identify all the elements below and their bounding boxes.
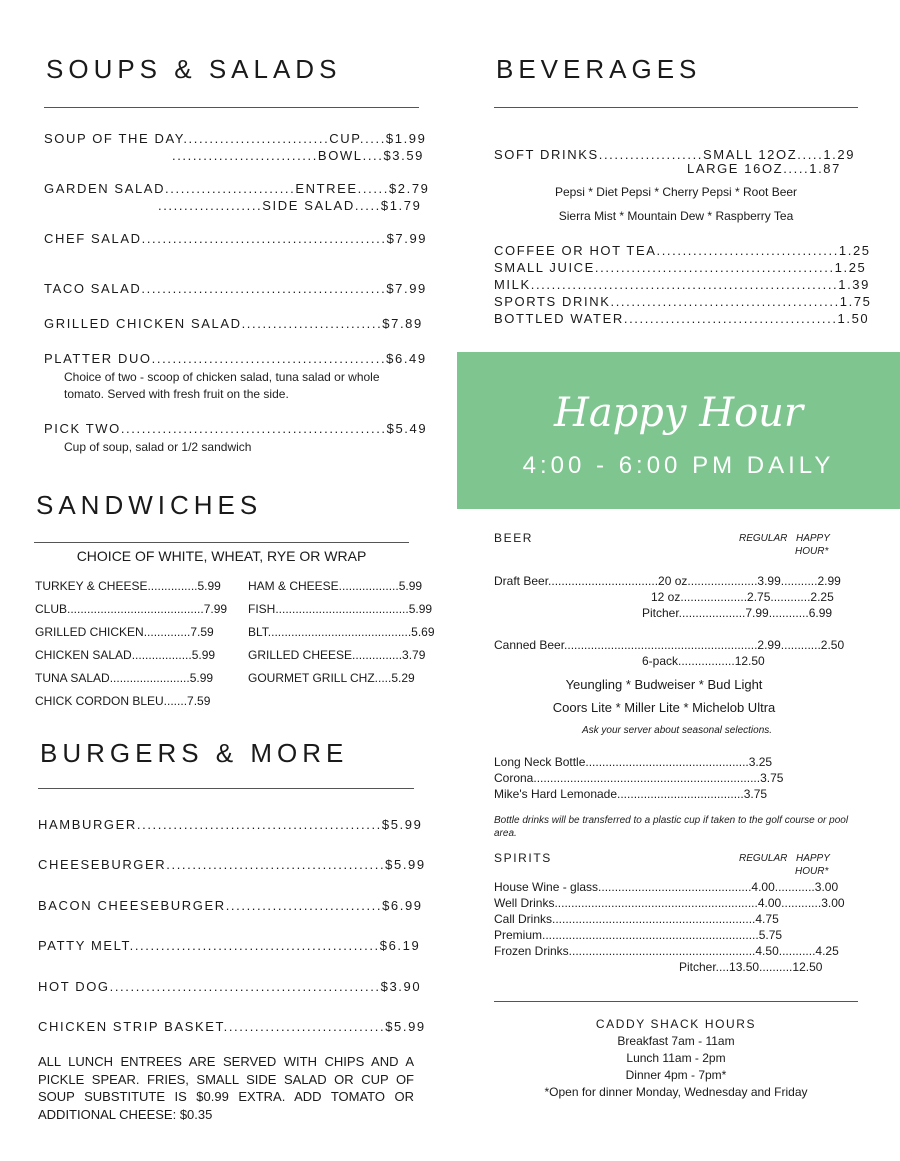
menu-item-hamburger: HAMBURGER...............................................$5.99 [38, 817, 423, 832]
hours-dinner-note: *Open for dinner Monday, Wednesday and Friday [544, 1085, 808, 1099]
happy-hour-title: Happy Hour [553, 390, 804, 436]
bottle-note: Bottle drinks will be transferred to a plastic cup if taken to the golf course or pool area. [494, 815, 849, 839]
spirits-col-happy: HAPPY [796, 853, 830, 864]
beer-col-happy: HAPPY [796, 533, 830, 544]
hours-heading: CADDY SHACK HOURS [595, 1017, 757, 1031]
menu-item-soft-drinks: SOFT DRINKS....................SMALL 12OZ.....1.29 [494, 147, 856, 162]
sandwich-grilled-cheese: GRILLED CHEESE...............3.79 [248, 648, 426, 662]
spirits-premium: Premium.................................................................5.75 [494, 928, 783, 942]
beer-brands-2: Coors Lite * Miller Lite * Michelob Ultra [552, 700, 776, 715]
menu-item-soup-of-the-day: SOUP OF THE DAY............................CUP.....$1.99 [44, 131, 427, 146]
seasonal-note: Ask your server about seasonal selections. [581, 725, 773, 736]
spirits-heading: SPIRITS [494, 851, 552, 865]
beer-col-hour: HOUR* [795, 546, 829, 557]
spirits-frozen-drinks: Frozen Drinks........................................................4.50...........4.25 [494, 944, 839, 958]
sandwiches-heading: SANDWICHES [36, 490, 263, 520]
spirits-well-drinks: Well Drinks.............................................................4.00............3.00 [494, 896, 845, 910]
sandwich-fish: FISH........................................5.99 [248, 602, 433, 616]
pick-two-description: Cup of soup, salad or 1/2 sandwich [64, 440, 252, 454]
sandwich-grilled-chicken: GRILLED CHICKEN..............7.59 [35, 625, 214, 639]
soft-drink-flavors: Pepsi * Diet Pepsi * Cherry Pepsi * Root Beer [554, 185, 798, 199]
menu-item-small-juice: SMALL JUICE..............................................1.25 [494, 260, 867, 275]
spirits-col-regular: REGULAR [739, 853, 788, 864]
beverages-heading: BEVERAGES [496, 54, 702, 84]
sandwich-ham-cheese: HAM & CHEESE..................5.99 [248, 579, 423, 593]
beer-heading: BEER [494, 531, 534, 545]
menu-item-coffee-tea: COFFEE OR HOT TEA...................................1.25 [494, 243, 871, 258]
hours-lunch: Lunch 11am - 2pm [626, 1051, 726, 1065]
beer-brands: Yeungling * Budweiser * Bud Light [565, 677, 763, 692]
menu-item-taco-salad: TACO SALAD...............................................$7.99 [44, 281, 427, 296]
menu-item-chicken-strip-basket: CHICKEN STRIP BASKET...............................$5.99 [38, 1019, 426, 1034]
menu-item-chef-salad: CHEF SALAD...............................................$7.99 [44, 231, 428, 246]
beer-col-regular: REGULAR [739, 533, 788, 544]
sandwiches-subheading: CHOICE OF WHITE, WHEAT, RYE OR WRAP [76, 548, 367, 564]
divider [38, 788, 414, 789]
menu-item-patty-melt: PATTY MELT................................................$6.19 [38, 938, 421, 953]
soups-salads-heading: SOUPS & SALADS [46, 54, 342, 84]
spirits-pitcher: Pitcher....13.50..........12.50 [679, 960, 823, 974]
sandwich-club: CLUB.........................................7.99 [35, 602, 228, 616]
soft-drink-flavors-2: Sierra Mist * Mountain Dew * Raspberry Tea [558, 209, 794, 223]
beer-pitcher: Pitcher....................7.99............6.99 [642, 606, 833, 620]
beer-long-neck: Long Neck Bottle.................................................3.25 [494, 755, 773, 769]
beer-draft-12oz: 12 oz....................2.75............2.25 [651, 590, 834, 604]
menu-item-bottled-water: BOTTLED WATER.........................................1.50 [494, 311, 870, 326]
menu-item-platter-duo: PLATTER DUO.............................................$6.49 [44, 351, 427, 366]
platter-duo-description: Choice of two - scoop of chicken salad, tuna salad or whole tomato. Served with fresh fruit on the side. [64, 370, 380, 401]
menu-item-side-salad: ....................SIDE SALAD.....$1.79 [158, 198, 422, 213]
beer-corona: Corona....................................................................3.75 [494, 771, 784, 785]
beer-mikes-hard-lemonade: Mike's Hard Lemonade......................................3.75 [494, 787, 768, 801]
lunch-entree-notice: ALL LUNCH ENTREES ARE SERVED WITH CHIPS AND A PICKLE SPEAR. FRIES, SMALL SIDE SALAD OR CUP OF SOUP SUBSTITUTE IS $0.99 EXTRA. ADD TOMATO OR ADDITIONAL CHEESE: $0.35 [38, 1054, 414, 1122]
divider [494, 1001, 858, 1002]
menu-item-soft-drinks-large: LARGE 16OZ.....1.87 [687, 161, 841, 176]
sandwich-tuna-salad: TUNA SALAD........................5.99 [35, 671, 214, 685]
happy-hour-banner [457, 352, 900, 509]
sandwich-gourmet-grill-chz: GOURMET GRILL CHZ.....5.29 [248, 671, 415, 685]
menu-item-sports-drink: SPORTS DRINK............................................1.75 [494, 294, 872, 309]
sandwich-chick-cordon-bleu: CHICK CORDON BLEU.......7.59 [35, 694, 211, 708]
menu-item-pick-two: PICK TWO...................................................$5.49 [44, 421, 428, 436]
hours-dinner: Dinner 4pm - 7pm* [625, 1068, 727, 1082]
spirits-house-wine: House Wine - glass..............................................4.00............3.00 [494, 880, 839, 894]
sandwich-turkey-cheese: TURKEY & CHEESE...............5.99 [35, 579, 221, 593]
beer-canned: Canned Beer..........................................................2.99............2.50 [494, 638, 845, 652]
menu-item-garden-salad: GARDEN SALAD.........................ENTREE......$2.79 [44, 181, 430, 196]
divider [34, 542, 409, 543]
menu-item-hot-dog: HOT DOG....................................................$3.90 [38, 979, 422, 994]
beer-six-pack: 6-pack.................12.50 [642, 654, 765, 668]
divider [44, 107, 419, 108]
menu-item-milk: MILK...........................................................1.39 [494, 277, 870, 292]
sandwich-chicken-salad: CHICKEN SALAD..................5.99 [35, 648, 216, 662]
beer-draft: Draft Beer.................................20 oz.....................3.99...........2.99 [494, 574, 841, 588]
menu-item-grilled-chicken-salad: GRILLED CHICKEN SALAD...........................$7.89 [44, 316, 423, 331]
divider [494, 107, 858, 108]
menu-item-bacon-cheeseburger: BACON CHEESEBURGER..............................$6.99 [38, 898, 423, 913]
menu-item-cheeseburger: CHEESEBURGER..........................................$5.99 [38, 857, 426, 872]
spirits-col-hour: HOUR* [795, 866, 829, 877]
spirits-call-drinks: Call Drinks.............................................................4.75 [494, 912, 779, 926]
menu-item-soup-bowl: ............................BOWL....$3.59 [172, 148, 424, 163]
happy-hour-time: 4:00 - 6:00 PM DAILY [522, 452, 835, 479]
burgers-heading: BURGERS & MORE [40, 738, 349, 768]
sandwich-blt: BLT...........................................5.69 [248, 625, 435, 639]
hours-breakfast: Breakfast 7am - 11am [617, 1034, 735, 1048]
